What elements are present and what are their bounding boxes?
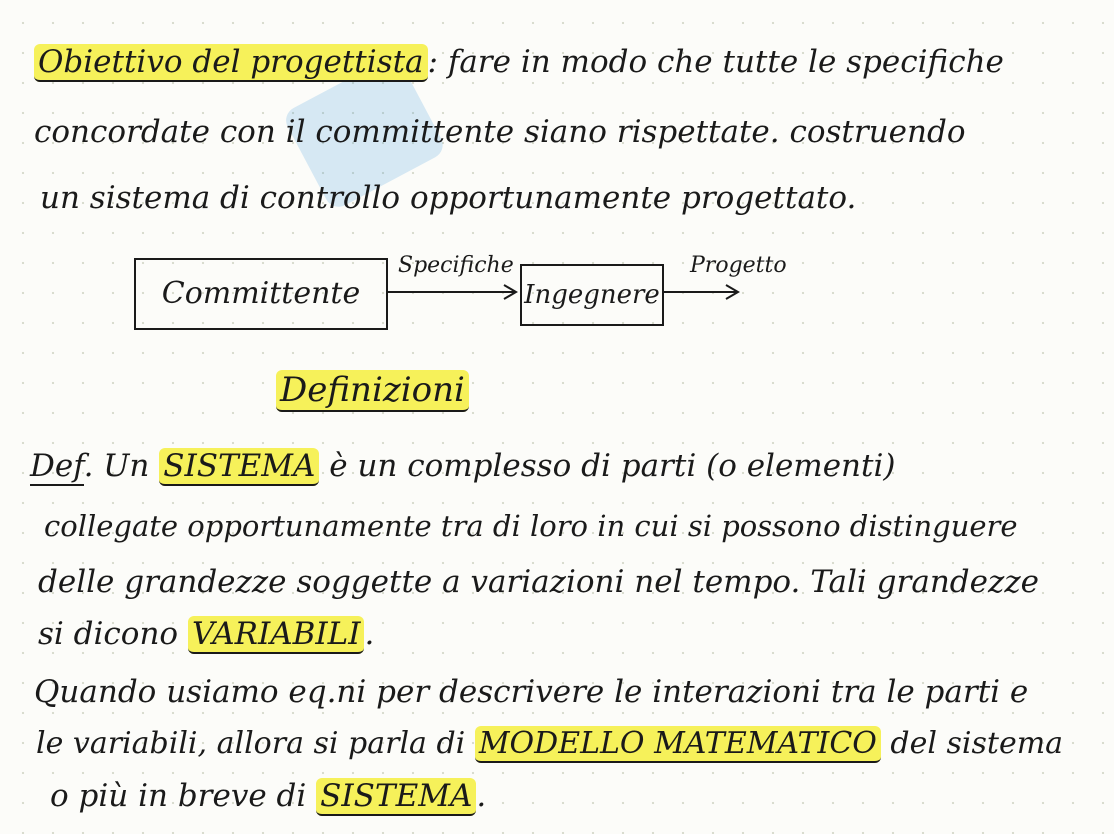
p2-line-2 [36, 724, 1063, 764]
committente-box: Committente [134, 258, 388, 330]
def-line-3: delle grandezze soggette a variazioni nel tempo. Tali grandezze [38, 564, 1039, 600]
def-line-1-b: è un complesso di parti (o elementi) [329, 448, 896, 484]
objective-line-2: concordate con il committente siano rispettate. costruendo [34, 114, 966, 150]
p2-line-3 [50, 776, 486, 816]
variabili-term: VARIABILI [188, 616, 365, 654]
progetto-label: Progetto [690, 253, 787, 278]
objective-line-1 [34, 42, 1004, 82]
objective-term: Obiettivo del progettista [34, 44, 428, 82]
p2-line-2-b: del sistema [890, 726, 1064, 761]
definizioni-text: Definizioni [276, 370, 469, 412]
p2-line-3-b: . [476, 778, 487, 814]
def-line-4 [38, 614, 374, 654]
sistema-term-2: SISTEMA [316, 778, 476, 816]
def-line-4-a: si dicono [38, 616, 179, 652]
definizioni-heading [276, 370, 469, 410]
ingegnere-box: Ingegnere [520, 264, 664, 326]
p2-line-1: Quando usiamo eq.ni per descrivere le interazioni tra le parti e [34, 674, 1029, 710]
def-line-4-b: . [364, 616, 375, 652]
p2-line-3-a: o più in breve di [50, 778, 307, 814]
objective-line-3: un sistema di controllo opportunamente progettato. [40, 180, 857, 216]
sistema-term: SISTEMA [159, 448, 319, 486]
def-label: Def [30, 448, 84, 484]
arrow-specifiche [386, 282, 520, 302]
p2-line-2-a: le variabili, allora si parla di [36, 726, 466, 761]
objective-rest: : fare in modo che tutte le specifiche [427, 44, 1004, 80]
def-line-2: collegate opportunamente tra di loro in cui si possono distinguere [44, 509, 1018, 543]
modello-matematico-term: MODELLO MATEMATICO [475, 726, 881, 763]
specifiche-label: Specifiche [398, 253, 514, 278]
def-line-1-a: . Un [83, 448, 150, 484]
arrow-progetto [662, 282, 742, 302]
def-line-1 [30, 446, 896, 486]
